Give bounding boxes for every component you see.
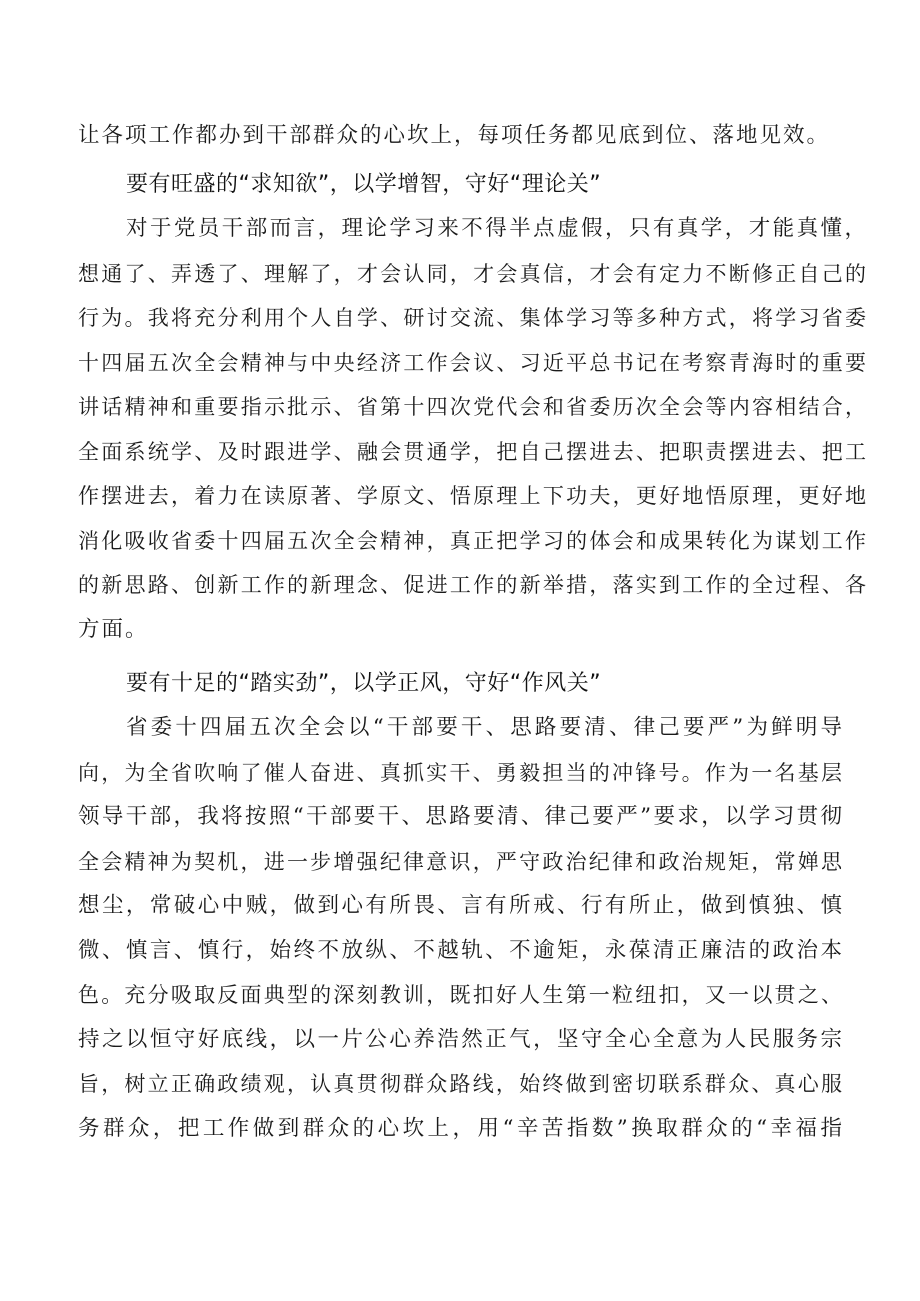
paragraph-line: 对于党员干部而言，理论学习来不得半点虚假，只有真学，才能真懂，: [126, 216, 868, 241]
paragraph-line: 向，为全省吹响了催人奋进、真抓实干、勇毅担当的冲锋号。作为一名基层: [78, 760, 844, 785]
paragraph-line: 微、慎言、慎行，始终不放纵、不越轨、不逾矩，永葆清正廉洁的政治本: [78, 937, 844, 963]
paragraph-line: 方面。: [78, 616, 149, 642]
paragraph-line: 想尘，常破心中贼，做到心有所畏、言有所戒、行有所止，做到慎独、慎: [78, 893, 844, 918]
paragraph-line: 持之以恒守好底线，以一片公心养浩然正气，坚守全心全意为人民服务宗: [78, 1026, 844, 1052]
paragraph-line: 领导干部，我将按照“干部要干、思路要清、律己要严”要求，以学习贯彻: [78, 804, 844, 829]
paragraph-line: 全会精神为契机，进一步增强纪律意识，严守政治纪律和政治规矩，常婵思: [78, 849, 844, 874]
paragraph-line: 行为。我将充分利用个人自学、研讨交流、集体学习等多种方式，将学习省委: [78, 306, 868, 330]
paragraph-line: 省委十四届五次全会以“干部要干、思路要清、律己要严”为鲜明导: [126, 715, 844, 740]
intro-paragraph: [78, 114, 868, 159]
paragraph-line: 色。充分吸取反面典型的深刻教训，既扣好人生第一粒纽扣，又一以贯之、: [78, 983, 844, 1007]
paragraph-line: 务群众，把工作做到群众的心坎上，用“辛苦指数”换取群众的“幸福指: [78, 1115, 844, 1141]
paragraph-line: 想通了、弄透了、理解了，才会认同，才会真信，才会有定力不断修正自己的: [78, 261, 868, 286]
paragraph-line: 讲话精神和重要指示批示、省第十四次党代会和省委历次全会等内容相结合，: [78, 395, 868, 419]
section-heading-theory: 要有旺盛的“求知欲”，以学增智，守好“理论关”: [126, 172, 602, 197]
paragraph-line: 消化吸收省委十四届五次全会精神，真正把学习的体会和成果转化为谋划工作: [78, 528, 868, 553]
paragraph-line: 让各项工作都办到干部群众的心坎上，每项任务都见底到位、落地见效。: [78, 123, 831, 148]
section-body-style: [78, 706, 844, 1151]
paragraph-line: 作摆进去，着力在读原著、学原文、悟原理上下功夫，更好地悟原理，更好地: [78, 484, 868, 508]
paragraph-line: 的新思路、创新工作的新理念、促进工作的新举措，落实到工作的全过程、各: [78, 573, 868, 597]
paragraph-line: 全面系统学、及时跟进学、融会贯通学，把自己摆进去、把职责摆进去、把工: [78, 439, 868, 464]
section-heading-style: 要有十足的“踏实劲”，以学正风，守好“作风关”: [126, 671, 602, 696]
paragraph-line: 十四届五次全会精神与中央经济工作会议、习近平总书记在考察青海时的重要: [78, 350, 868, 375]
paragraph-line: 旨，树立正确政绩观，认真贯彻群众路线，始终做到密切联系群众、真心服: [78, 1072, 844, 1096]
section-body-theory: [78, 207, 868, 652]
